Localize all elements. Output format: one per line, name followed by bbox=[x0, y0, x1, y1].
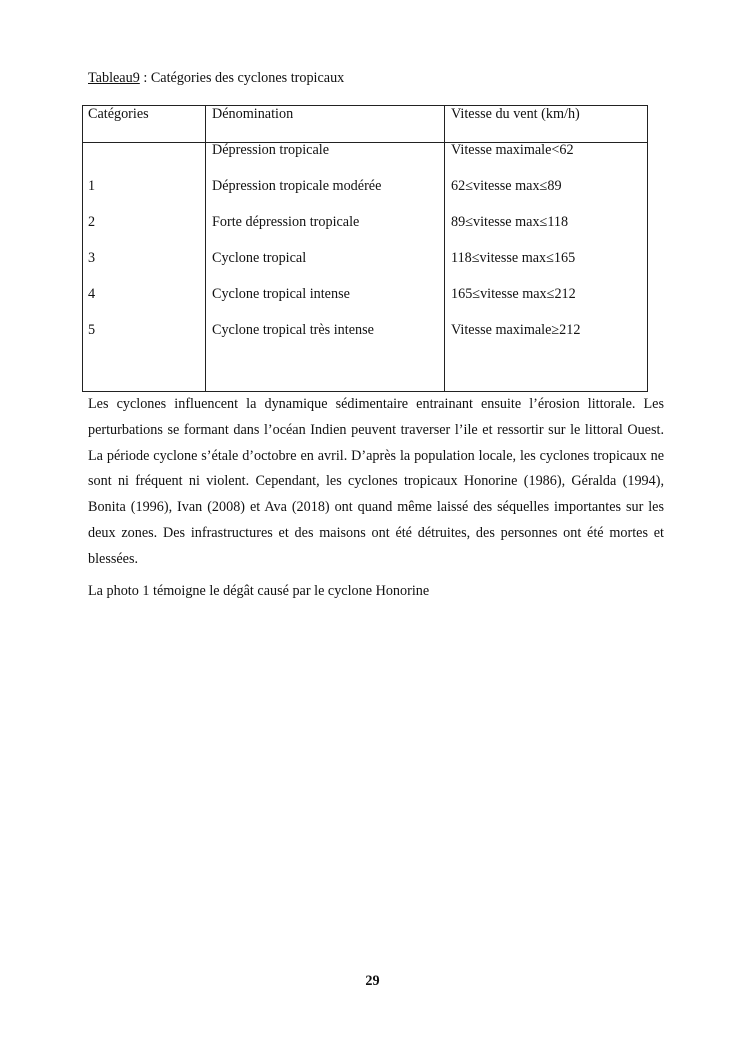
table-header-cell: Catégories bbox=[88, 106, 149, 122]
table-cell: Dépression tropicale bbox=[212, 142, 330, 158]
table-caption bbox=[88, 70, 344, 87]
table-cell: Cyclone tropical bbox=[212, 250, 307, 266]
body-paragraph: Les cyclones influencent la dynamique sédimentaire entrainant ensuite l’érosion littorale. Les perturbations se formant dans l’océan Indien peuvent traverser l’ile et ressortir sur le littoral Ouest. La période cyclone s’étale d’octobre en avril. D’après la population locale, les cyclones tropicaux ne sont ni fréquent ni violent. Cependant, les cyclones tropicaux Honorine (1986), Géralda (1994), Bonita (1996), Ivan (2008) et Ava (2018) ont quand même laissé des séquelles importantes sur les deux zones. Des infrastructures et des maisons ont été détruites, des personnes ont été mortes et blessées. bbox=[88, 396, 664, 567]
body-paragraph-photo-reference: La photo 1 témoigne le dégât causé par le cyclone Honorine bbox=[88, 583, 430, 599]
table-cell: Vitesse maximale<62 bbox=[451, 142, 574, 158]
table-cell: 2 bbox=[88, 214, 96, 230]
table-cell: Forte dépression tropicale bbox=[212, 214, 360, 230]
caption-text: : Catégories des cyclones tropicaux bbox=[139, 70, 345, 86]
table-cell: Cyclone tropical très intense bbox=[212, 322, 374, 338]
table-cell: 62≤vitesse max≤89 bbox=[451, 178, 562, 194]
table-header-cell: Vitesse du vent (km/h) bbox=[451, 106, 580, 122]
table-header-cell: Dénomination bbox=[212, 106, 294, 122]
table-cell: 5 bbox=[88, 322, 96, 338]
table-cell: 4 bbox=[88, 286, 96, 302]
page-number: 29 bbox=[365, 973, 380, 989]
cyclone-categories-table bbox=[82, 105, 648, 392]
column-divider bbox=[205, 106, 206, 391]
table-cell: 3 bbox=[88, 250, 96, 266]
table-cell: 118≤vitesse max≤165 bbox=[451, 250, 576, 266]
table-cell: Dépression tropicale modérée bbox=[212, 178, 382, 194]
table-cell: 89≤vitesse max≤118 bbox=[451, 214, 569, 230]
caption-label: Tableau9 bbox=[88, 70, 140, 86]
table-cell: Cyclone tropical intense bbox=[212, 286, 350, 302]
table-cell: Vitesse maximale≥212 bbox=[451, 322, 581, 338]
column-divider bbox=[444, 106, 445, 391]
table-cell: 165≤vitesse max≤212 bbox=[451, 286, 576, 302]
table-cell: 1 bbox=[88, 178, 96, 194]
